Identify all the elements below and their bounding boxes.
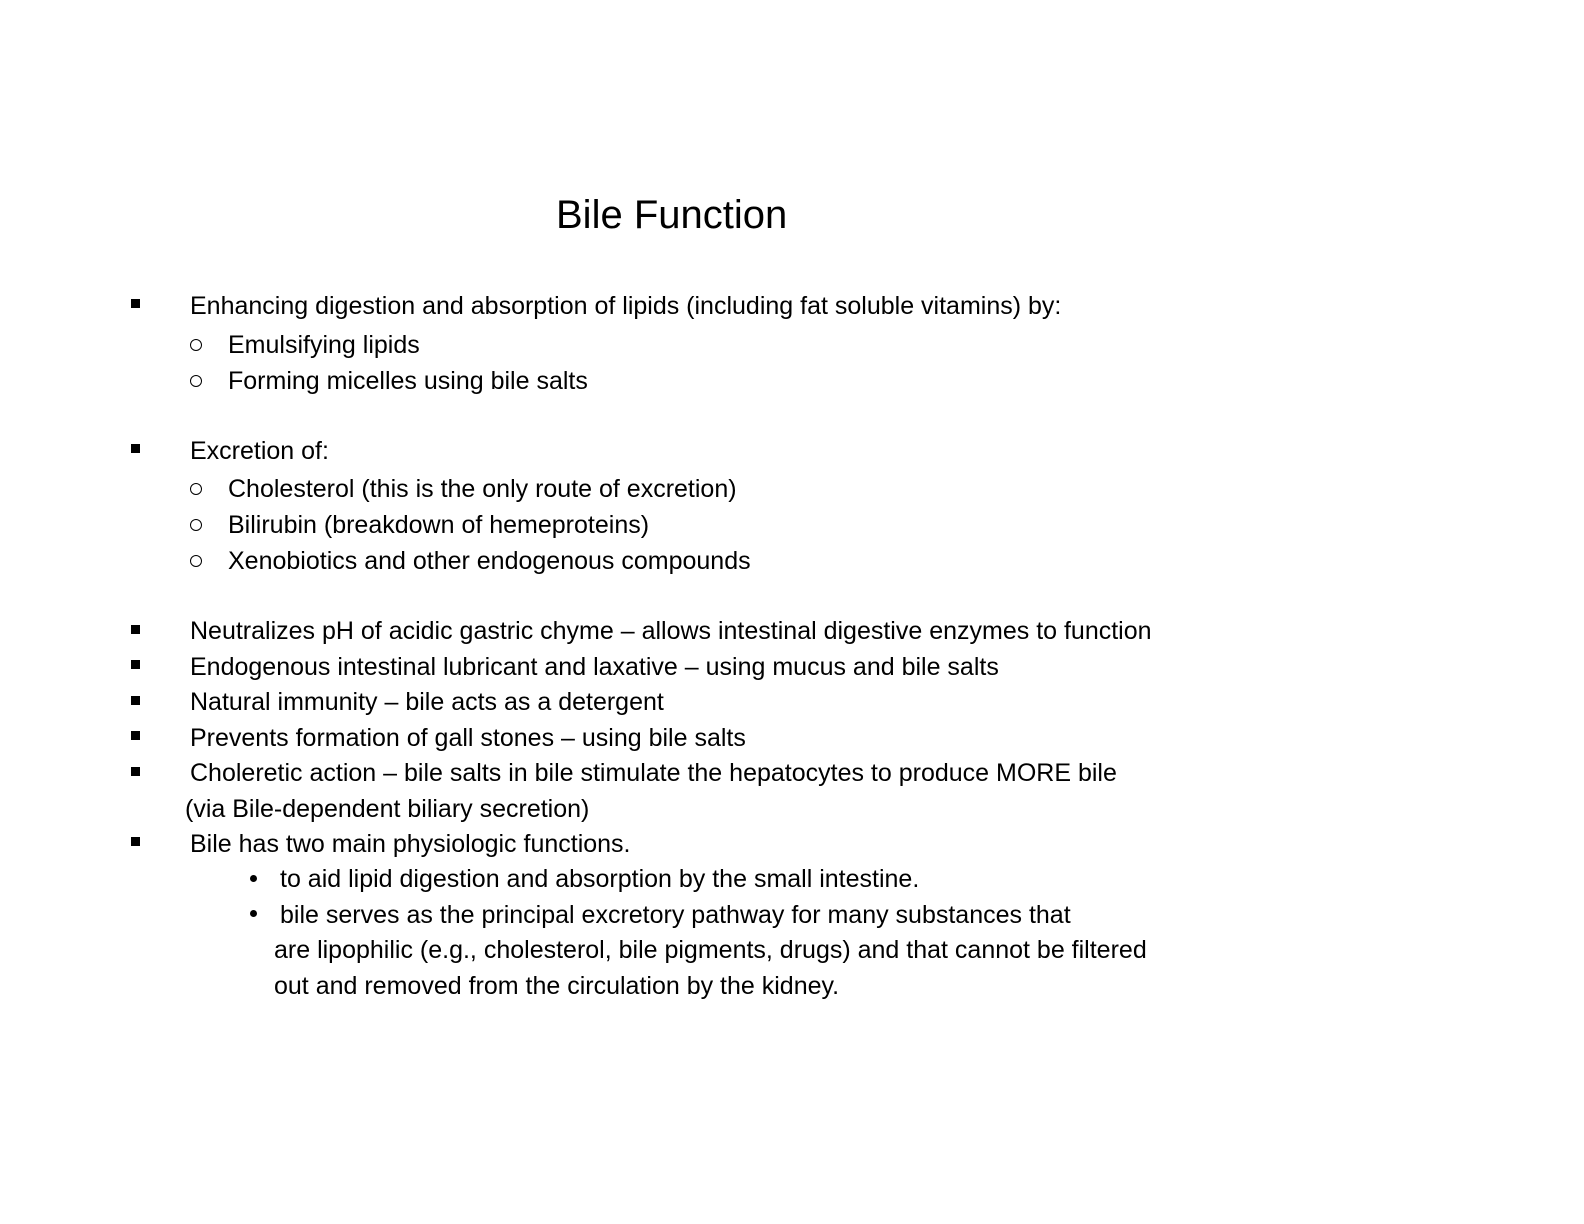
square-bullet-icon bbox=[131, 696, 140, 705]
square-bullet-icon bbox=[131, 837, 140, 846]
circle-bullet-icon bbox=[190, 519, 202, 531]
circle-bullet-icon bbox=[190, 339, 202, 351]
sub-bullet-bilirubin: Bilirubin (breakdown of hemeproteins) bbox=[228, 511, 650, 539]
square-bullet-icon bbox=[131, 767, 140, 776]
bullet-lubricant: Endogenous intestinal lubricant and laxative – using mucus and bile salts bbox=[190, 653, 999, 681]
bullet-choleretic: Choleretic action – bile salts in bile stimulate the hepatocytes to produce MORE bile bbox=[190, 759, 1117, 787]
bullet-immunity: Natural immunity – bile acts as a detergent bbox=[190, 688, 664, 716]
bullet-neutralizes-ph: Neutralizes pH of acidic gastric chyme – allows intestinal digestive enzymes to function bbox=[190, 617, 1152, 645]
circle-bullet-icon bbox=[190, 555, 202, 567]
circle-bullet-icon bbox=[190, 483, 202, 495]
sub-bullet-cholesterol: Cholesterol (this is the only route of excretion) bbox=[228, 475, 737, 503]
dot-bullet-icon bbox=[250, 875, 257, 882]
dot-bullet-icon bbox=[250, 910, 257, 917]
sub-bullet-micelles: Forming micelles using bile salts bbox=[228, 367, 588, 395]
choleretic-continuation: (via Bile-dependent biliary secretion) bbox=[185, 795, 590, 823]
square-bullet-icon bbox=[131, 625, 140, 634]
page-title: Bile Function bbox=[556, 193, 788, 237]
circle-bullet-icon bbox=[190, 375, 202, 387]
bullet-gall-stones: Prevents formation of gall stones – using bile salts bbox=[190, 724, 746, 752]
bullet-main-functions: Bile has two main physiologic functions. bbox=[190, 830, 631, 858]
square-bullet-icon bbox=[131, 660, 140, 669]
bullet-excretion: Excretion of: bbox=[190, 437, 329, 465]
bullet-digestion: Enhancing digestion and absorption of lipids (including fat soluble vitamins) by: bbox=[190, 292, 1062, 320]
square-bullet-icon bbox=[131, 299, 140, 308]
point-lipid-digestion: to aid lipid digestion and absorption by the small intestine. bbox=[280, 865, 920, 893]
square-bullet-icon bbox=[131, 731, 140, 740]
point-excretory-cont-1: are lipophilic (e.g., cholesterol, bile pigments, drugs) and that cannot be filtered bbox=[274, 936, 1147, 964]
point-excretory-cont-2: out and removed from the circulation by the kidney. bbox=[274, 972, 840, 1000]
sub-bullet-emulsifying: Emulsifying lipids bbox=[228, 331, 420, 359]
point-excretory-pathway: bile serves as the principal excretory pathway for many substances that bbox=[280, 901, 1071, 929]
sub-bullet-xenobiotics: Xenobiotics and other endogenous compounds bbox=[228, 547, 751, 575]
square-bullet-icon bbox=[131, 444, 140, 453]
